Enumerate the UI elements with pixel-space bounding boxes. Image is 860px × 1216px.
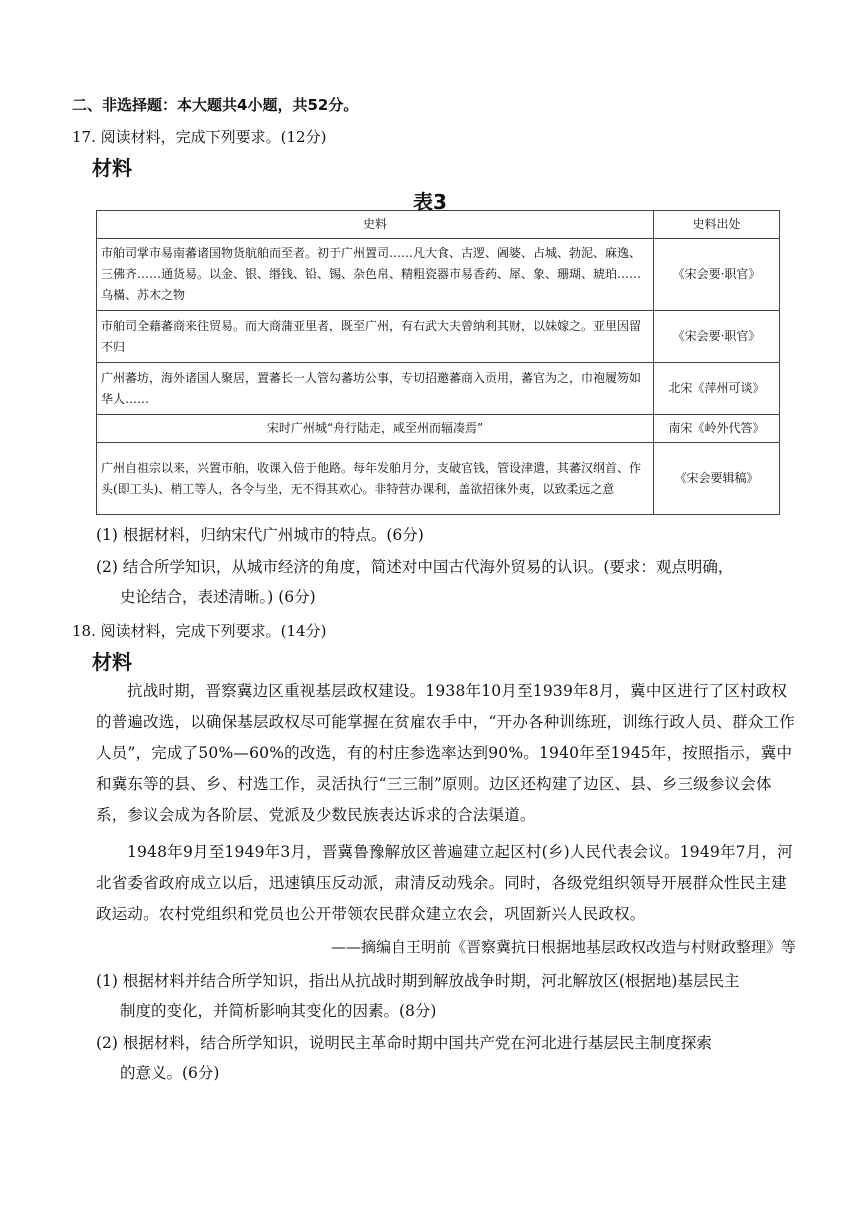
- table-title: 表3: [413, 190, 447, 214]
- q17-subquestion-2-line1: (2) 结合所学知识，从城市经济的角度，简述对中国古代海外贸易的认识。(要求：观点明确，: [96, 558, 734, 576]
- q17-subquestion-2-line2: 史论结合，表述清晰。) (6分): [120, 588, 316, 606]
- row-text: 广州自祖宗以来，兴置市舶，收课入倍于他路。每年发舶月分，支破官钱，管设津遣，其蕃汉纲首、作头(即工头)、梢工等人，各令与坐，无不得其欢心。非特营办课利，盖欲招徕外夷，以致柔远之意: [97, 443, 654, 515]
- q18-subquestion-2-line1: (2) 根据材料，结合所学知识，说明民主革命时期中国共产党在河北进行基层民主制度探索: [96, 1034, 712, 1052]
- row-source: 《宋会要辑稿》: [654, 443, 780, 515]
- q17-material-label: 材料: [92, 156, 132, 180]
- source-table: [96, 210, 780, 515]
- q18-subquestion-2-line2: 的意义。(6分): [120, 1064, 220, 1082]
- section-header: 二、非选择题：本大题共4小题，共52分。: [72, 96, 359, 114]
- table-row: [97, 363, 780, 415]
- q18-material-label: 材料: [92, 650, 132, 674]
- table-row: [97, 443, 780, 515]
- q18-attribution: ——摘编自王明前《晋察冀抗日根据地基层政权改造与村财政整理》等: [330, 938, 796, 956]
- question-18-stem: 18. 阅读材料，完成下列要求。(14分): [72, 622, 327, 640]
- row-source: 《宋会要·职官》: [654, 239, 780, 311]
- question-17-stem: 17. 阅读材料，完成下列要求。(12分): [72, 128, 327, 146]
- row-source: 南宋《岭外代答》: [654, 415, 780, 443]
- row-text: 市舶司掌市易南蕃诸国物货航舶而至者。初于广州置司……凡大食、古逻、阇婆、占城、勃泥、麻逸、三佛齐……通货易。以金、银、缗钱、铅、锡、杂色帛、精粗瓷器市易香药、犀、象、珊瑚、琥珀……乌樠、苏木之物: [97, 239, 654, 311]
- row-source: 《宋会要·职官》: [654, 311, 780, 363]
- header-source-text: 史料: [97, 211, 654, 239]
- table-row: [97, 311, 780, 363]
- row-text: 市舶司全藉蕃商来往贸易。而大商蒲亚里者，既至广州，有右武大夫曾纳利其财，以妹嫁之。亚里因留不归: [97, 311, 654, 363]
- row-text: 广州蕃坊，海外诸国人聚居，置蕃长一人管勾蕃坊公事，专切招邀蕃商入贡用，蕃官为之，巾袍履笏如华人……: [97, 363, 654, 415]
- header-source-origin: 史料出处: [654, 211, 780, 239]
- q18-material-paragraph-2: 1948年9月至1949年3月，晋冀鲁豫解放区普遍建立起区村(乡)人民代表会议。1949年7月，河北省委省政府成立以后，迅速镇压反动派，肃清反动残余。同时，各级党组织领导开展群众性民主建政运动。农村党组织和党员也公开带领农民群众建立农会，巩固新兴人民政权。: [96, 843, 793, 923]
- q18-subquestion-1-line2: 制度的变化，并简析影响其变化的因素。(8分): [120, 1002, 437, 1020]
- q18-material-paragraph-1: 抗战时期，晋察冀边区重视基层政权建设。1938年10月至1939年8月，冀中区进行了区村政权的普遍改选，以确保基层政权尽可能掌握在贫雇农手中，“开办各种训练班，训练行政人员、群众工作人员”，完成了50%—60%的改选，有的村庄参选率达到90%。1940年至1945年，按照指示，冀中和冀东等的县、乡、村选工作，灵活执行“三三制”原则。边区还构建了边区、县、乡三级参议会体系，参议会成为各阶层、党派及少数民族表达诉求的合法渠道。: [96, 682, 795, 824]
- table-row: [97, 239, 780, 311]
- table-row: [97, 415, 780, 443]
- table-header-row: [97, 211, 780, 239]
- q18-subquestion-1-line1: (1) 根据材料并结合所学知识，指出从抗战时期到解放战争时期，河北解放区(根据地)基层民主: [96, 972, 740, 990]
- q17-subquestion-1: (1) 根据材料，归纳宋代广州城市的特点。(6分): [96, 526, 424, 544]
- row-text: 宋时广州城“舟行陆走，咸至州而辐凑焉”: [97, 415, 654, 443]
- row-source: 北宋《萍州可谈》: [654, 363, 780, 415]
